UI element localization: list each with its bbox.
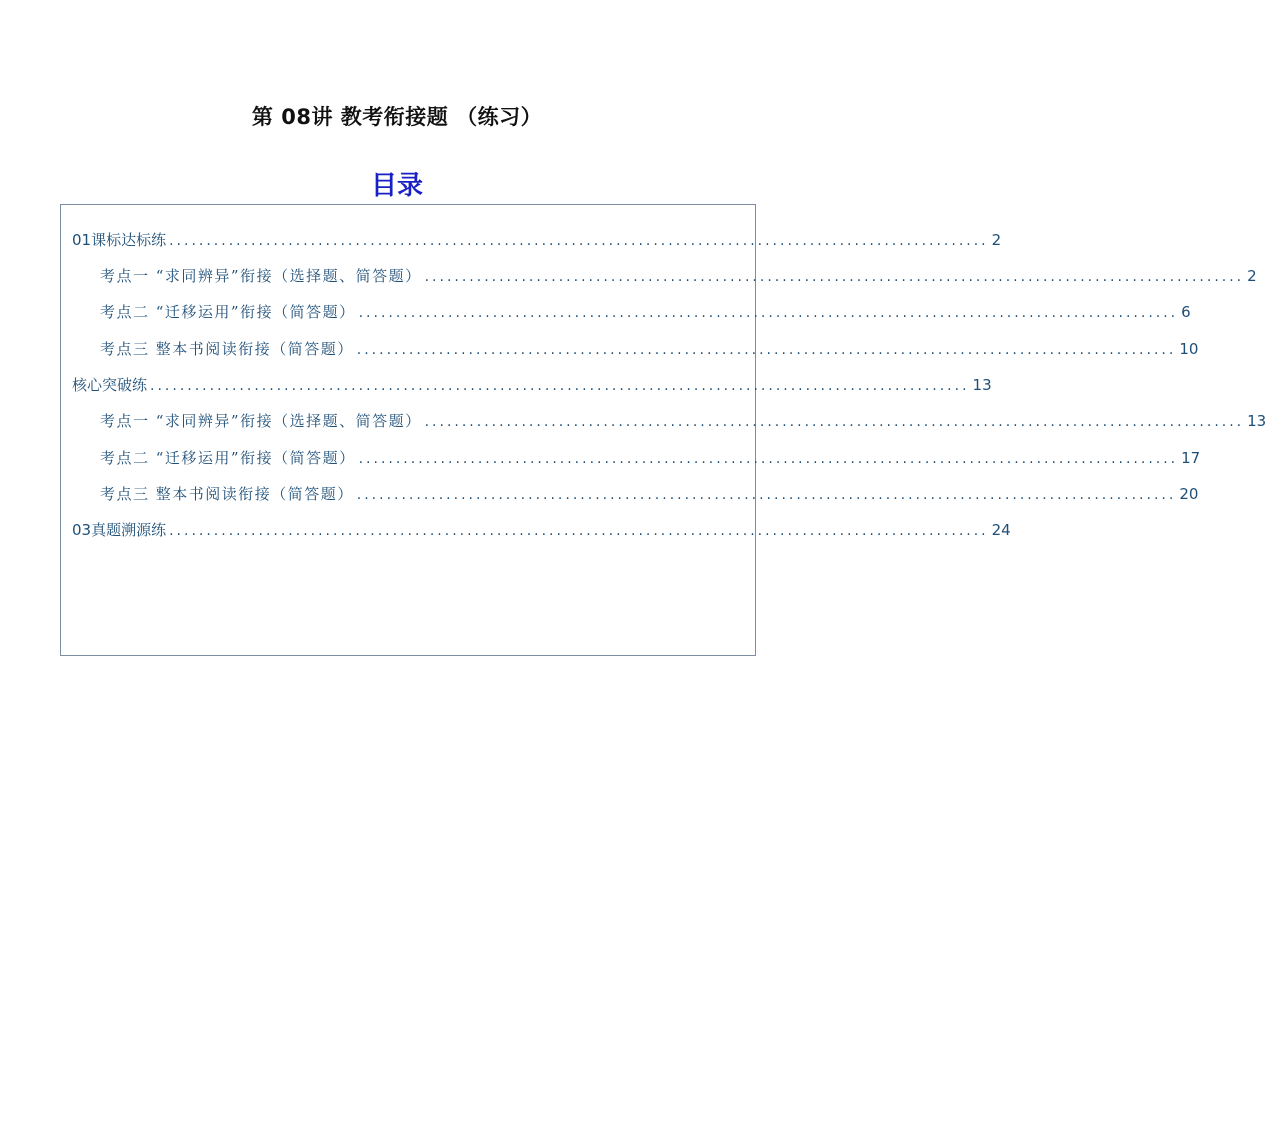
toc-page-number: 17 xyxy=(1181,449,1201,467)
toc-dot-leader: .............................................................................................................. xyxy=(358,451,1179,467)
toc-entry-point-2[interactable] xyxy=(100,447,1201,468)
toc-dot-leader: .............................................................................................................. xyxy=(356,487,1177,503)
toc-entry-past-exams[interactable] xyxy=(72,519,1011,540)
toc-dot-leader: .............................................................................................................. xyxy=(424,414,1245,430)
toc-page-number: 2 xyxy=(1247,267,1257,285)
toc-entry-label: 考点三 整本书阅读衔接（简答题） xyxy=(100,485,354,503)
toc-entry-point-3[interactable] xyxy=(100,338,1199,359)
toc-dot-leader: .............................................................................................................. xyxy=(358,305,1179,321)
toc-page-number: 10 xyxy=(1179,340,1199,358)
toc-dot-leader: .............................................................................................................. xyxy=(169,523,989,539)
toc-dot-leader: .............................................................................................................. xyxy=(356,342,1177,358)
toc-entry-label: 考点一 “求同辨异”衔接（选择题、简答题） xyxy=(100,412,422,430)
toc-entry-label: 考点二 “迁移运用”衔接（简答题） xyxy=(100,303,356,321)
toc-entry-label: 考点三 整本书阅读衔接（简答题） xyxy=(100,340,354,358)
toc-entry-label: 核心突破练 xyxy=(72,376,148,394)
toc-page-number: 24 xyxy=(991,521,1011,539)
toc-entry-label: 考点二 “迁移运用”衔接（简答题） xyxy=(100,449,356,467)
toc-dot-leader: .............................................................................................................. xyxy=(169,233,989,249)
toc-page-number: 6 xyxy=(1181,303,1191,321)
toc-entry-label: 考点一 “求同辨异”衔接（选择题、简答题） xyxy=(100,267,422,285)
toc-page-number: 13 xyxy=(972,376,992,394)
toc-entry-core-breakthrough[interactable] xyxy=(72,374,992,395)
document-title: 第 08讲 教考衔接题 （练习） xyxy=(251,105,543,129)
toc-entry-course-standard[interactable] xyxy=(72,229,1002,250)
toc-page-number: 13 xyxy=(1247,412,1266,430)
toc-entry-point-1[interactable] xyxy=(100,265,1257,286)
toc-page-number: 20 xyxy=(1179,485,1199,503)
toc-heading: 目录 xyxy=(370,171,423,201)
toc-entry-point-3[interactable] xyxy=(100,483,1199,504)
toc-dot-leader: .............................................................................................................. xyxy=(150,378,970,394)
toc-entry-point-2[interactable] xyxy=(100,301,1191,322)
toc-entry-point-1[interactable] xyxy=(100,410,1266,431)
table-of-contents xyxy=(60,204,1266,656)
toc-entry-label: 03真题溯源练 xyxy=(72,521,167,539)
toc-entry-label: 01课标达标练 xyxy=(72,231,167,249)
toc-dot-leader: .............................................................................................................. xyxy=(424,269,1245,285)
toc-page-number: 2 xyxy=(991,231,1002,249)
